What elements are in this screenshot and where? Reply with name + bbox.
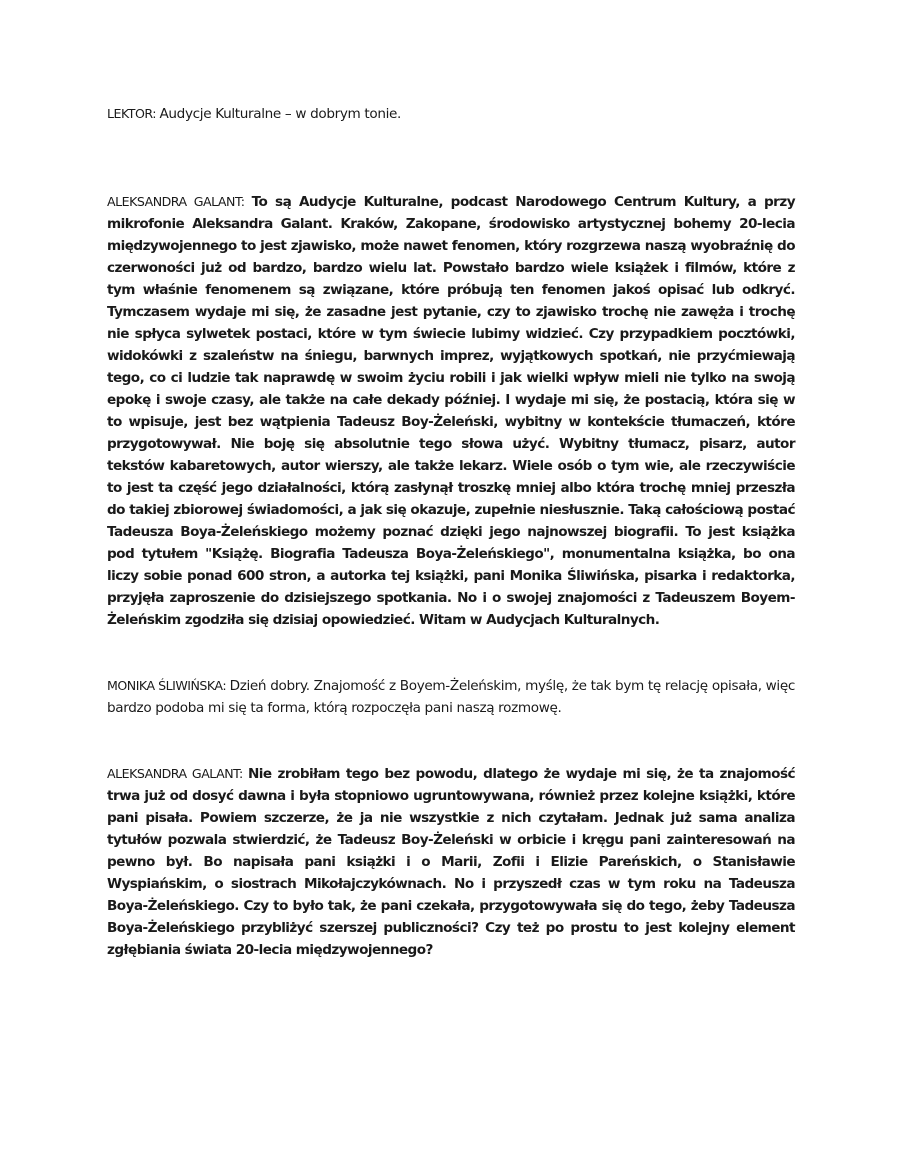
speaker-label: ALEKSANDRA GALANT:	[107, 194, 252, 209]
transcript-paragraph-galant-question	[107, 763, 795, 961]
speaker-label: MONIKA ŚLIWIŃSKA:	[107, 678, 230, 693]
transcript-paragraph-lektor	[107, 103, 795, 125]
transcript-page	[107, 103, 795, 1005]
speech-text: To są Audycje Kulturalne, podcast Narodowego Centrum Kultury, a przy mikrofonie Aleksandra Galant. Kraków, Zakopane, środowisko artystycznej bohemy 20-lecia międzywojennego to jest zjawisko, może nawet fenomen, który rozgrzewa naszą wyobraźnię do czerwoności już od bardzo, bardzo wielu lat. Powstało bardzo wiele książek i filmów, które z tym właśnie fenomenem są związane, które próbują ten fenomen jakoś opisać lub odkryć. Tymczasem wydaje mi się, że zasadne jest pytanie, czy to zjawisko trochę nie zawęża i trochę nie spłyca sylwetek postaci, które w tym świecie lubimy widzieć. Czy przypadkiem pocztówki, widokówki z szaleństw na śniegu, barwnych imprez, wyjątkowych spotkań, nie przyćmiewają tego, co ci ludzie tak naprawdę w swoim życiu robili i jak wielki wpływ mieli nie tylko na swoją epokę i swoje czasy, ale także na całe dekady później. I wydaje mi się, że postacią, która się w to wpisuje, jest bez wątpienia Tadeusz Boy-Żeleński, wybitny w kontekście tłumaczeń, które przygotowywał. Nie boję się absolutnie tego słowa użyć. Wybitny tłumacz, pisarz, autor tekstów kabaretowych, autor wierszy, ale także lekarz. Wiele osób o tym wie, ale rzeczywiście to jest ta część jego działalności, którą zasłynął troszkę mniej albo która trochę mniej przeszła do takiej zbiorowej świadomości, a jak się okazuje, zupełnie niesłusznie. Taką całościową postać Tadeusza Boya-Żeleńskiego możemy poznać dzięki jego najnowszej biografii. To jest książka pod tytułem "Książę. Biografia Tadeusza Boya-Żeleńskiego", monumentalna książka, bo ona liczy sobie ponad 600 stron, a autorka tej książki, pani Monika Śliwińska, pisarka i redaktorka, przyjęła zaproszenie do dzisiejszego spotkania. No i o swojej znajomości z Tadeuszem Boyem-Żeleńskim zgodziła się dzisiaj opowiedzieć. Witam w Audycjach Kulturalnych.	[107, 194, 795, 628]
transcript-paragraph-galant-intro	[107, 191, 795, 631]
speaker-label: LEKTOR:	[107, 106, 160, 121]
speaker-label: ALEKSANDRA GALANT:	[107, 766, 248, 781]
speech-text: Dzień dobry. Znajomość z Boyem-Żeleńskim, myślę, że tak bym tę relację opisała, więc bardzo podoba mi się ta forma, którą rozpoczęła pani naszą rozmowę.	[107, 678, 795, 716]
speech-text: Nie zrobiłam tego bez powodu, dlatego że wydaje mi się, że ta znajomość trwa już od dosyć dawna i była stopniowo ugruntowywana, również przez kolejne książki, które pani pisała. Powiem szczerze, że ja nie wszystkie z nich czytałam. Jednak już sama analiza tytułów pozwala stwierdzić, że Tadeusz Boy-Żeleński w orbicie i kręgu pani zainteresowań na pewno był. Bo napisała pani książki i o Marii, Zofii i Elizie Pareńskich, o Stanisławie Wyspiańskim, o siostrach Mikołajczykównach. No i przyszedł czas w tym roku na Tadeusza Boya-Żeleńskiego. Czy to było tak, że pani czekała, przygotowywała się do tego, żeby Tadeusza Boya-Żeleńskiego przybliżyć szerszej publiczności? Czy też po prostu to jest kolejny element zgłębiania świata 20-lecia międzywojennego?	[107, 766, 796, 958]
speech-text: Audycje Kulturalne – w dobrym tonie.	[159, 106, 402, 122]
transcript-paragraph-sliwinska	[107, 675, 795, 719]
